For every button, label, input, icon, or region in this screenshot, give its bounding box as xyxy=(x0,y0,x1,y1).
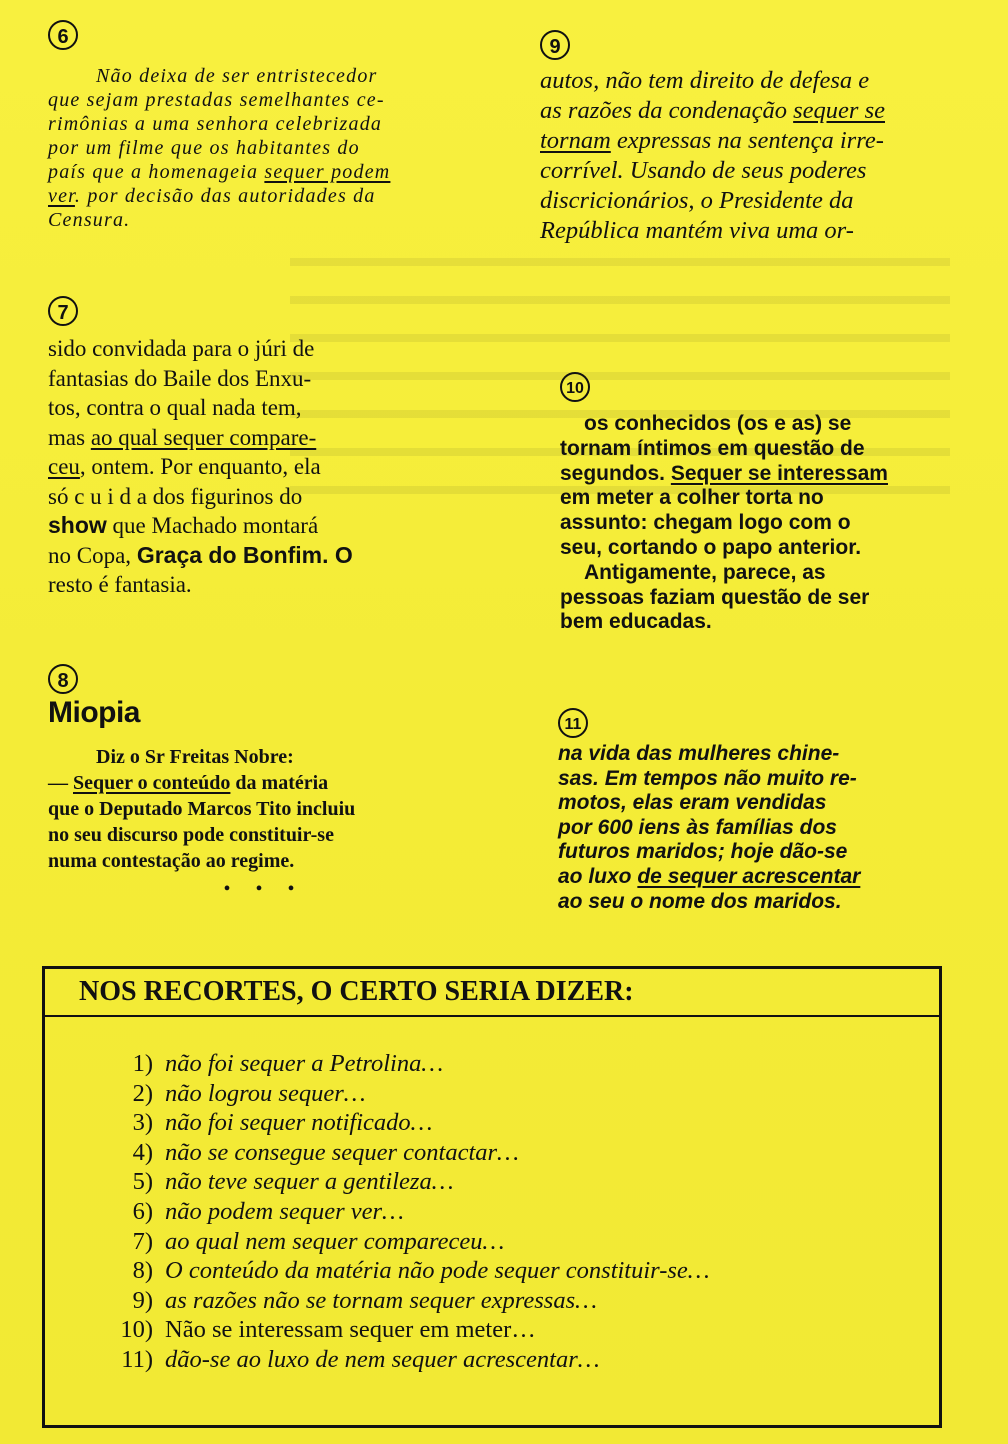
text-line: no seu discurso pode constituir-se xyxy=(48,824,334,846)
item-text: não podem sequer ver… xyxy=(165,1197,404,1225)
text-span: . por decisão das autoridades da xyxy=(74,185,376,207)
list-item xyxy=(75,1256,710,1286)
text-line: os conhecidos (os e as) se xyxy=(584,412,852,435)
text-span: , ontem. Por enquanto, ela xyxy=(79,454,321,479)
text-line xyxy=(48,160,488,184)
list-item xyxy=(75,1049,710,1079)
underlined-text: Sequer se interessam xyxy=(670,461,888,485)
clipping-number-badge: 8 xyxy=(48,664,78,694)
separator-dots: • • • xyxy=(223,878,305,900)
clipping-7-text xyxy=(48,334,420,600)
item-number: 3) xyxy=(132,1109,153,1137)
list-item xyxy=(75,1315,710,1345)
text-line xyxy=(560,462,926,487)
item-text: dão-se ao luxo de nem sequer acrescentar… xyxy=(165,1345,600,1373)
underlined-text: sequer podem xyxy=(264,161,391,183)
item-number: 6) xyxy=(132,1197,153,1225)
text-line xyxy=(540,126,940,156)
text-line: corrível. Usando de seus poderes xyxy=(540,157,867,184)
item-number: 5) xyxy=(132,1168,153,1196)
underlined-text: de sequer acrescentar xyxy=(637,864,861,888)
item-text: não logrou sequer… xyxy=(165,1079,366,1107)
list-item xyxy=(75,1286,710,1316)
clipping-9-text xyxy=(540,66,940,246)
text-span: as razões da condenação xyxy=(540,97,794,124)
corrections-box xyxy=(42,966,942,1428)
text-line: República mantém viva uma or- xyxy=(540,217,854,244)
item-text: não foi sequer a Petrolina… xyxy=(165,1050,444,1077)
clipping-8-text xyxy=(48,744,480,874)
text-line: que sejam prestadas semelhantes ce- xyxy=(48,89,385,111)
clipping-10-text xyxy=(560,412,926,635)
clipping-9 xyxy=(540,30,940,246)
underlined-text: ceu xyxy=(48,454,80,479)
list-item xyxy=(75,1108,710,1138)
underlined-text: Sequer o conteúdo xyxy=(73,772,231,794)
text-line xyxy=(48,184,488,208)
item-number: 11) xyxy=(121,1345,153,1373)
clipping-number-badge: 9 xyxy=(540,30,570,60)
text-line xyxy=(48,511,420,541)
item-text: não foi sequer notificado… xyxy=(165,1109,433,1137)
clipping-6 xyxy=(48,20,488,232)
list-item xyxy=(75,1138,710,1168)
underlined-text: ao qual sequer compare- xyxy=(90,424,317,450)
item-number: 9) xyxy=(132,1286,153,1314)
list-item xyxy=(75,1079,710,1109)
text-line: só c u i d a dos figurinos do xyxy=(48,483,303,509)
text-line: numa contestação ao regime. xyxy=(48,850,295,872)
text-line xyxy=(558,865,908,890)
text-span: mas xyxy=(48,424,86,450)
bold-text: O xyxy=(328,541,353,568)
text-line: ao seu o nome dos maridos. xyxy=(558,889,842,913)
list-item xyxy=(75,1197,710,1227)
text-line xyxy=(48,452,420,482)
text-line: que o Deputado Marcos Tito incluiu xyxy=(48,798,356,820)
text-line: tos, contra o qual nada tem, xyxy=(48,395,302,420)
text-span: segundos. xyxy=(560,461,671,485)
text-span: ao luxo xyxy=(558,864,638,888)
text-span: país que a homenageia xyxy=(48,161,259,183)
item-number: 7) xyxy=(132,1227,153,1255)
underlined-text: tornam xyxy=(540,127,611,154)
text-span: da matéria xyxy=(230,772,329,794)
text-line: por 600 iens às famílias dos xyxy=(558,815,837,839)
item-text: não teve sequer a gentileza… xyxy=(165,1168,454,1196)
clipping-11 xyxy=(558,708,908,914)
text-line: sas. Em tempos não muito re- xyxy=(558,766,857,790)
text-line xyxy=(48,770,480,796)
item-text: O conteúdo da matéria não pode sequer constituir-se… xyxy=(165,1257,710,1285)
item-number: 4) xyxy=(132,1138,153,1166)
text-line: futuros maridos; hoje dão-se xyxy=(558,840,848,864)
text-line: por um filme que os habitantes do xyxy=(48,137,360,159)
text-line: pessoas faziam questão de ser xyxy=(560,585,870,609)
list-item xyxy=(75,1345,710,1375)
clipping-7 xyxy=(48,296,420,600)
item-text: não se consegue sequer contactar… xyxy=(165,1138,519,1166)
text-line xyxy=(540,96,940,126)
clipping-number-badge: 11 xyxy=(558,708,588,738)
text-span: — xyxy=(48,772,73,794)
text-line: fantasias do Baile dos Enxu- xyxy=(48,365,312,391)
underlined-text: sequer se xyxy=(793,97,885,124)
text-line: na vida das mulheres chine- xyxy=(558,742,840,765)
clipping-8-title: Miopia xyxy=(48,696,140,729)
item-number: 8) xyxy=(132,1257,153,1285)
text-line: Diz o Sr Freitas Nobre: xyxy=(96,746,294,768)
text-line xyxy=(48,423,420,453)
item-text: ao qual nem sequer compareceu… xyxy=(165,1227,505,1255)
corrections-box-title: NOS RECORTES, O CERTO SERIA DIZER: xyxy=(45,969,939,1017)
text-line: bem educadas. xyxy=(560,610,712,634)
item-number: 2) xyxy=(132,1079,153,1107)
text-line: Não deixa de ser entristecedor xyxy=(96,65,378,87)
clipping-10 xyxy=(560,372,926,635)
text-line: autos, não tem direito de defesa e xyxy=(540,67,870,94)
clipping-number-badge: 10 xyxy=(560,372,590,402)
bold-text: show xyxy=(48,512,107,538)
text-line: sido convidada para o júri de xyxy=(48,336,315,361)
text-line: Antigamente, parece, as xyxy=(584,560,826,584)
item-number: 1) xyxy=(132,1050,153,1077)
text-line: resto é fantasia. xyxy=(48,572,192,597)
list-item xyxy=(75,1167,710,1197)
text-span: no Copa, xyxy=(48,542,137,568)
item-text: Não se interessam sequer em meter… xyxy=(165,1316,536,1344)
clipping-6-text xyxy=(48,64,488,232)
underlined-text: ver xyxy=(48,185,75,207)
corrections-list xyxy=(75,1049,710,1375)
text-line: assunto: chegam logo com o xyxy=(560,511,851,535)
text-line: em meter a colher torta no xyxy=(560,486,824,510)
list-item xyxy=(75,1227,710,1257)
text-line: motos, elas eram vendidas xyxy=(558,791,827,815)
text-line: rimônias a uma senhora celebrizada xyxy=(48,113,383,135)
clipping-number-badge: 6 xyxy=(48,20,78,50)
text-line: tornam íntimos em questão de xyxy=(560,436,865,460)
text-span: expressas na sentença irre- xyxy=(610,127,884,154)
clipping-11-text xyxy=(558,742,908,914)
clipping-8 xyxy=(48,664,480,901)
bold-text: Graça do Bonfim. xyxy=(136,541,329,568)
text-line: Censura. xyxy=(48,209,131,231)
clipping-number-badge: 7 xyxy=(48,296,78,326)
text-line xyxy=(48,541,420,571)
text-line: seu, cortando o papo anterior. xyxy=(560,535,862,559)
item-text: as razões não se tornam sequer expressas… xyxy=(165,1286,597,1314)
item-number: 10) xyxy=(120,1316,153,1344)
text-line: discricionários, o Presidente da xyxy=(540,187,854,214)
text-span: que Machado montará xyxy=(106,513,319,538)
